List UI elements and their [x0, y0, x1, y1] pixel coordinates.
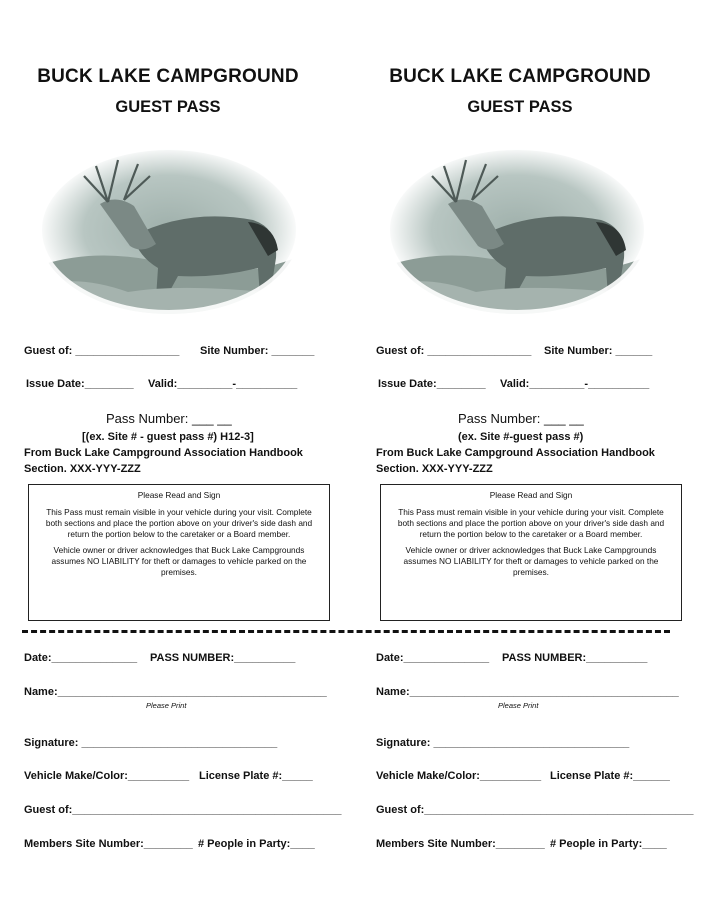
- pass-number-field[interactable]: Pass Number: ___ __: [458, 411, 584, 426]
- vehicle-make-color-field[interactable]: Vehicle Make/Color:__________: [24, 770, 190, 782]
- site-number-field[interactable]: Site Number: _______: [200, 345, 315, 357]
- notice-instructions: This Pass must remain visible in your vehicle during your visit. Complete both sections and place the portion above on your driver's side dash and return the portion below to the caretaker or a Board member.: [397, 507, 665, 539]
- site-number-field[interactable]: Site Number: ______: [544, 345, 653, 357]
- pass-title: BUCK LAKE CAMPGROUND: [389, 66, 651, 87]
- date-field[interactable]: Date:______________: [376, 652, 490, 664]
- deer-photo: [38, 146, 300, 314]
- people-in-party-field[interactable]: # People in Party:____: [550, 838, 667, 850]
- date-field[interactable]: Date:______________: [24, 652, 138, 664]
- guest-of-field[interactable]: Guest of: _________________: [24, 345, 180, 357]
- deer-photo: [386, 146, 648, 314]
- tear-off-line: [22, 630, 670, 633]
- members-site-number-field[interactable]: Members Site Number:________: [24, 838, 193, 850]
- name-field[interactable]: Name:____________________________________________: [376, 686, 679, 698]
- issue-date-field[interactable]: Issue Date:________: [378, 378, 486, 390]
- signature-field[interactable]: Signature: ________________________________: [376, 737, 630, 749]
- notice-box: [28, 484, 330, 621]
- notice-heading: Please Read and Sign: [489, 490, 573, 500]
- pass-title: BUCK LAKE CAMPGROUND: [37, 66, 299, 87]
- license-plate-field[interactable]: License Plate #:______: [550, 770, 670, 782]
- pass-subtitle: GUEST PASS: [115, 98, 221, 116]
- name-field[interactable]: Name:____________________________________________: [24, 686, 327, 698]
- pass-subtitle: GUEST PASS: [467, 98, 573, 116]
- guest-pass-right: [352, 0, 692, 924]
- guest-of-entry[interactable]: Guest of:____________________________________________: [376, 804, 694, 816]
- guest-of-field[interactable]: Guest of: _________________: [376, 345, 532, 357]
- notice-heading: Please Read and Sign: [137, 490, 221, 500]
- please-print-note: Please Print: [146, 701, 187, 710]
- handbook-section: Section. XXX-YYY-ZZZ: [376, 463, 493, 475]
- people-in-party-field[interactable]: # People in Party:____: [198, 838, 315, 850]
- guest-pass-left: [0, 0, 340, 924]
- valid-field[interactable]: Valid:_________-__________: [500, 378, 650, 390]
- handbook-section: Section. XXX-YYY-ZZZ: [24, 463, 141, 475]
- notice-liability: Vehicle owner or driver acknowledges that Buck Lake Campgrounds assumes NO LIABILITY for theft or damages to vehicle parked on the premises.: [51, 545, 307, 577]
- pass-number-example: (ex. Site #-guest pass #): [458, 431, 584, 443]
- notice-box: [380, 484, 682, 621]
- pass-number-field[interactable]: Pass Number: ___ __: [106, 411, 232, 426]
- pass-number-entry[interactable]: PASS NUMBER:__________: [150, 652, 296, 664]
- pass-number-entry[interactable]: PASS NUMBER:__________: [502, 652, 648, 664]
- members-site-number-field[interactable]: Members Site Number:________: [376, 838, 545, 850]
- vehicle-make-color-field[interactable]: Vehicle Make/Color:__________: [376, 770, 542, 782]
- notice-instructions: This Pass must remain visible in your vehicle during your visit. Complete both sections and place the portion above on your driver's side dash and return the portion below to the caretaker or a Board member.: [45, 507, 313, 539]
- license-plate-field[interactable]: License Plate #:_____: [199, 770, 313, 782]
- please-print-note: Please Print: [498, 701, 539, 710]
- pass-number-example: [(ex. Site # - guest pass #) H12-3]: [82, 431, 254, 443]
- issue-date-field[interactable]: Issue Date:________: [26, 378, 134, 390]
- signature-field[interactable]: Signature: ________________________________: [24, 737, 278, 749]
- handbook-reference: From Buck Lake Campground Association Handbook: [24, 447, 303, 459]
- handbook-reference: From Buck Lake Campground Association Handbook: [376, 447, 655, 459]
- valid-field[interactable]: Valid:_________-__________: [148, 378, 298, 390]
- guest-of-entry[interactable]: Guest of:____________________________________________: [24, 804, 342, 816]
- notice-liability: Vehicle owner or driver acknowledges that Buck Lake Campgrounds assumes NO LIABILITY for theft or damages to vehicle parked on the premises.: [403, 545, 659, 577]
